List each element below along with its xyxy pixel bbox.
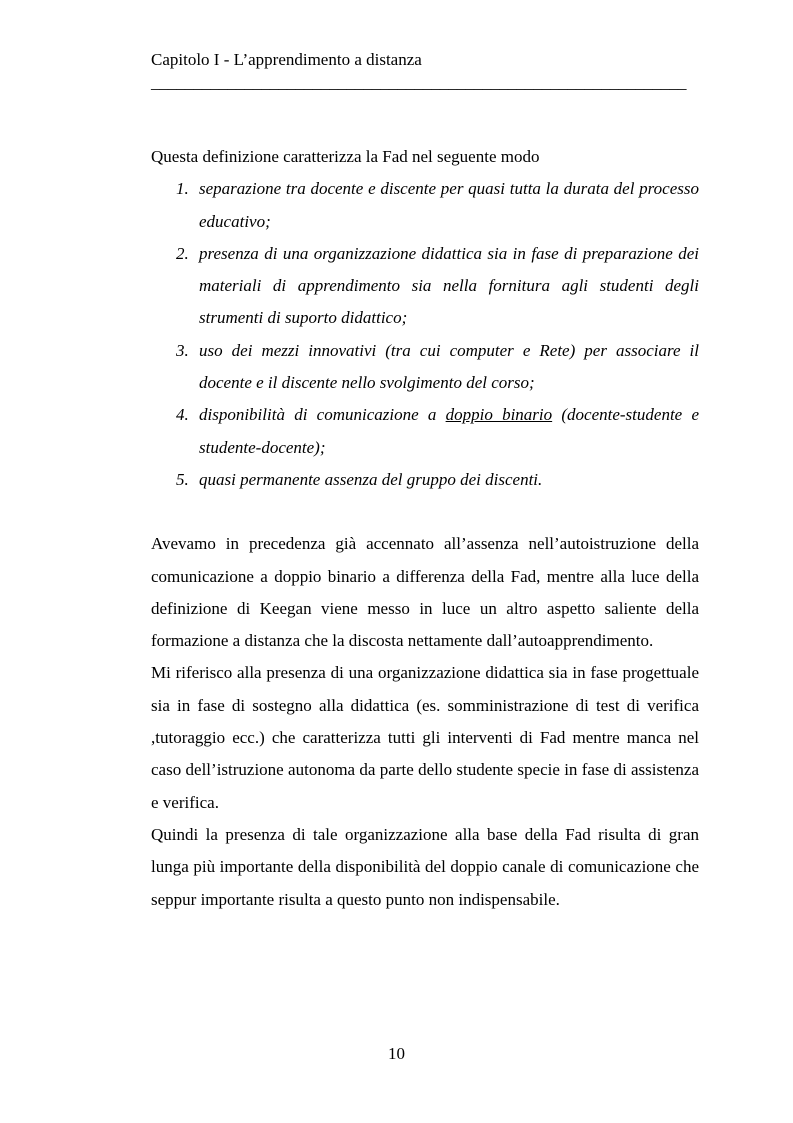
header-rule: _______________________________________________________________: [151, 73, 687, 92]
page-body: [151, 141, 699, 916]
list-item-text: uso dei mezzi innovativi (tra cui computer e Rete) per associare il docente e il discente nello svolgimento del corso;: [199, 340, 699, 393]
paragraph: Quindi la presenza di tale organizzazione alla base della Fad risulta di gran lunga più importante della disponibilità del doppio canale di comunicazione che seppur importante risulta a questo punto non indispensabile.: [151, 824, 699, 909]
list-item-text: separazione tra docente e discente per quasi tutta la durata del processo educativo;: [199, 179, 699, 231]
list-item: [151, 173, 699, 238]
list-item-text-after: (docente-studente e studente-docente);: [199, 405, 699, 457]
paragraph: Avevamo in precedenza già accennato all’assenza nell’autoistruzione della comunicazione a doppio binario a differenza della Fad, mentre alla luce della definizione di Keegan viene messo in luce un altro aspetto saliente della formazione a distanza che la discosta nettamente dall’autoapprendimento.: [151, 534, 699, 651]
list-item-text: presenza di una organizzazione didattica sia in fase di preparazione dei materiali di apprendimento sia nella fornitura agli studenti degli strumenti di suporto didattico;: [199, 243, 699, 328]
paragraph: Mi riferisco alla presenza di una organizzazione didattica sia in fase progettuale sia in fase di sostegno alla didattica (es. somministrazione di test di verifica ,tutoraggio ecc.) che caratterizza tutti gli interventi di Fad mentre manca nel caso dell’istruzione autonoma da parte dello studente specie in fase di assistenza e verifica.: [151, 663, 699, 812]
list-item: [151, 399, 699, 464]
intro-sentence: Questa definizione caratterizza la Fad nel seguente modo: [151, 147, 540, 166]
page-number: 10: [388, 1044, 405, 1063]
definition-list: [151, 173, 699, 496]
list-item: [151, 238, 699, 335]
list-item-number: 2.: [176, 243, 189, 263]
list-item-number: 5.: [176, 469, 189, 489]
list-item-number: 1.: [176, 179, 189, 199]
list-item: [151, 464, 699, 496]
list-item-text-before: disponibilità di comunicazione a: [199, 405, 446, 425]
underlined-term: doppio binario: [445, 405, 553, 425]
list-item-number: 4.: [176, 405, 189, 425]
list-item-text: quasi permanente assenza del gruppo dei discenti.: [199, 469, 543, 489]
chapter-header: Capitolo I - L’apprendimento a distanza: [151, 50, 422, 69]
list-item: [151, 335, 699, 400]
list-item-number: 3.: [176, 340, 189, 360]
